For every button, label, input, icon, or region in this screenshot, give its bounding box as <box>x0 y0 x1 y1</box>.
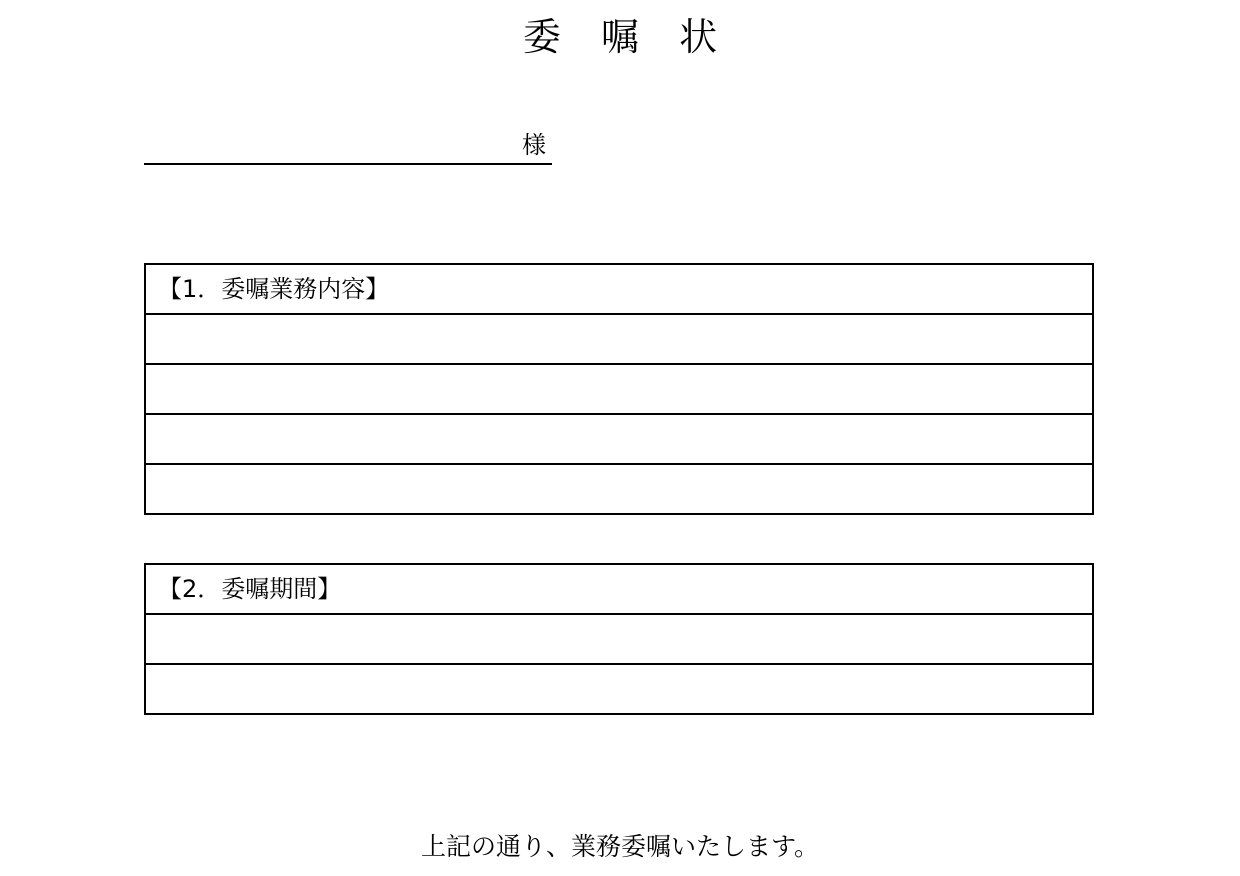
period-heading-row <box>146 565 1092 613</box>
duties-blank-row <box>146 463 1092 513</box>
period-heading: 【2．委嘱期間】 <box>158 575 342 603</box>
period-blank-row <box>146 663 1092 713</box>
duties-blank-row <box>146 363 1092 413</box>
period-table <box>144 563 1094 715</box>
duties-heading: 【1．委嘱業務内容】 <box>158 275 390 303</box>
duties-heading-row <box>146 265 1092 313</box>
document-title: 委 嘱 状 <box>522 15 718 59</box>
recipient-name-line <box>144 124 552 165</box>
duties-table <box>144 263 1094 515</box>
closing-statement: 上記の通り、業務委嘱いたします。 <box>420 832 819 861</box>
duties-blank-row <box>146 413 1092 463</box>
period-blank-row <box>146 613 1092 663</box>
recipient-honorific: 様 <box>522 131 546 159</box>
duties-blank-row <box>146 313 1092 363</box>
